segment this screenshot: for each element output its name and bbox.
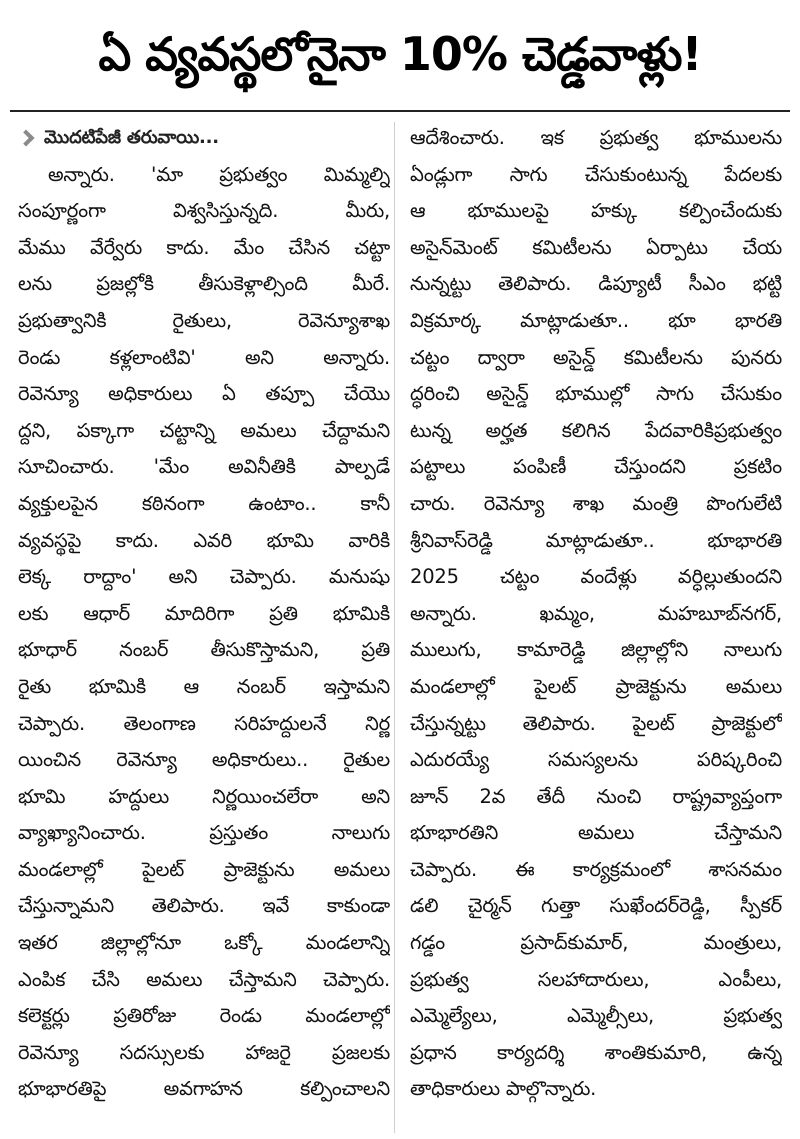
text-line: లను ప్రజల్లోకి తీసుకెళ్లాల్సింది మీరే.	[18, 272, 390, 296]
text-line: వ్యక్తులపైన కఠినంగా ఉంటాం.. కానీ	[18, 491, 390, 515]
text-line: చేస్తున్నామని తెలిపారు. ఇవే కాకుండా	[18, 894, 390, 918]
text-line: ఆదేశించారు. ఇక ప్రభుత్వ భూములను	[410, 126, 782, 149]
text-line: చట్టం ద్వారా అసైన్డ్ కమిటీలను పునరు	[410, 345, 782, 369]
text-line: మేము వేర్వేరు కాదు. మేం చేసిన చట్టా	[18, 235, 390, 259]
text-line: ములుగు, కామారెడ్డి జిల్లాల్లోని నాలుగు	[410, 638, 782, 662]
text-line: ప్రభుత్వానికి రైతులు, రెవెన్యూశాఖ	[18, 308, 390, 332]
headline-rule	[10, 110, 790, 112]
continued-from-front-page	[18, 120, 390, 157]
continued-label: మొదటిపేజీ తరువాయి...	[44, 127, 219, 148]
text-line: ద్ధరించి అసైన్డ్ భూముల్లో సాగు చేసుకుం	[410, 382, 782, 406]
column-divider	[394, 122, 395, 1133]
text-line: భూభారతిపై అవగాహన కల్పించాలని	[18, 1077, 390, 1101]
text-line: ప్రభుత్వ సలహాదారులు, ఎంపీలు,	[410, 967, 782, 991]
text-line: శ్రీనివాస్‌రెడ్డి మాట్లాడుతూ.. భూభారతి	[410, 528, 782, 552]
text-line: చేస్తున్నట్టు తెలిపారు. పైలట్ ప్రాజెక్టులో	[410, 711, 782, 735]
right-column-body	[410, 120, 782, 1108]
text-line: సూచించారు. 'మేం అవినీతికి పాల్పడే	[18, 455, 390, 479]
text-line: మండలాల్లో పైలట్ ప్రాజెక్టును అమలు	[410, 674, 782, 698]
text-line: తాధికారులు పాల్గొన్నారు.	[410, 1077, 597, 1101]
text-line: సంపూర్ణంగా విశ్వసిస్తున్నది. మీరు,	[18, 199, 390, 223]
article-column-right	[410, 120, 782, 1139]
text-line: పట్టాలు పంపిణీ చేస్తుందని ప్రకటిం	[410, 455, 782, 479]
text-line: ప్రధాన కార్యదర్శి శాంతికుమారి, ఉన్న	[410, 1040, 782, 1064]
text-line: ఆ భూములపై హక్కు కల్పించేందుకు	[410, 199, 782, 223]
text-line: చారు. రెవెన్యూ శాఖ మంత్రి పొంగులేటి	[410, 491, 782, 515]
text-line: 2025 చట్టం వందేళ్లు వర్ధిల్లుతుందని	[410, 565, 782, 589]
text-line: ఎంపిక చేసి అమలు చేస్తామని చెప్పారు.	[18, 967, 390, 991]
text-line: ఏండ్లుగా సాగు చేసుకుంటున్న పేదలకు	[410, 162, 782, 186]
text-line: డలి చైర్మన్ గుత్తా సుఖేందర్‌రెడ్డి, స్పీకర్	[410, 894, 782, 918]
text-line: వ్యాఖ్యానించారు. ప్రస్తుతం నాలుగు	[18, 821, 390, 845]
text-line: గడ్డం ప్రసాద్‌కుమార్, మంత్రులు,	[410, 931, 782, 955]
article-column-left	[18, 120, 390, 1139]
text-line: టున్న అర్హత కలిగిన పేదవారికిప్రభుత్వం	[410, 418, 782, 442]
text-line: వ్యవస్థపై కాదు. ఎవరి భూమి వారికి	[18, 528, 390, 552]
text-line: జూన్ 2వ తేదీ నుంచి రాష్ట్రవ్యాప్తంగా	[410, 784, 782, 808]
text-line: రెవెన్యూ అధికారులు ఏ తప్పూ చేయొ	[18, 382, 390, 406]
left-column-body	[18, 157, 390, 1108]
text-line: చెప్పారు. తెలంగాణ సరిహద్దులనే నిర్ణ	[18, 711, 390, 735]
text-line: చెప్పారు. ఈ కార్యక్రమంలో శాసనమం	[410, 857, 782, 881]
text-line: లకు ఆధార్ మాదిరిగా ప్రతి భూమికి	[18, 601, 390, 625]
text-line: అన్నారు. ఖమ్మం, మహబూబ్‌నగర్,	[410, 601, 782, 625]
text-line: కలెక్టర్లు ప్రతిరోజు రెండు మండలాల్లో	[18, 1004, 390, 1028]
text-line: భూభారతిని అమలు చేస్తామని	[410, 821, 782, 845]
text-line: యించిన రెవెన్యూ అధికారులు.. రైతుల	[18, 748, 390, 772]
text-line: రెవెన్యూ సదస్సులకు హాజరై ప్రజలకు	[18, 1040, 390, 1064]
text-line: అసైన్‌మెంట్ కమిటీలను ఏర్పాటు చేయ	[410, 235, 782, 259]
text-line: భూమి హద్దులు నిర్ణయించలేరా అని	[18, 784, 390, 808]
text-line: ఎమ్మెల్యేలు, ఎమ్మెల్సీలు, ప్రభుత్వ	[410, 1004, 782, 1028]
text-line: లెక్క రాద్దాం' అని చెప్పారు. మనుషు	[18, 565, 390, 589]
text-line: ద్దని, పక్కాగా చట్టాన్ని అమలు చేద్దామని	[18, 418, 390, 442]
text-line: రెండు కళ్లలాంటివి' అని అన్నారు.	[18, 345, 390, 369]
text-line: విక్రమార్క మాట్లాడుతూ.. భూ భారతి	[410, 308, 782, 332]
text-line: నున్నట్టు తెలిపారు. డిప్యూటీ సీఎం భట్టి	[410, 272, 782, 296]
text-line: ఇతర జిల్లాల్లోనూ ఒక్కో మండలాన్ని	[18, 931, 390, 955]
text-line: ఎదురయ్యే సమస్యలను పరిష్కరించి	[410, 748, 782, 772]
article-headline: ఏ వ్యవస్థలోనైనా 10% చెడ్డవాళ్లు!	[98, 27, 702, 81]
text-line: రైతు భూమికి ఆ నంబర్ ఇస్తామని	[18, 674, 390, 698]
text-line: మండలాల్లో పైలట్ ప్రాజెక్టును అమలు	[18, 857, 390, 881]
text-line: అన్నారు. 'మా ప్రభుత్వం మిమ్మల్ని	[48, 162, 390, 186]
chevron-right-icon	[18, 130, 34, 147]
text-line: భూధార్ నంబర్ తీసుకొస్తామని, ప్రతి	[18, 638, 390, 662]
